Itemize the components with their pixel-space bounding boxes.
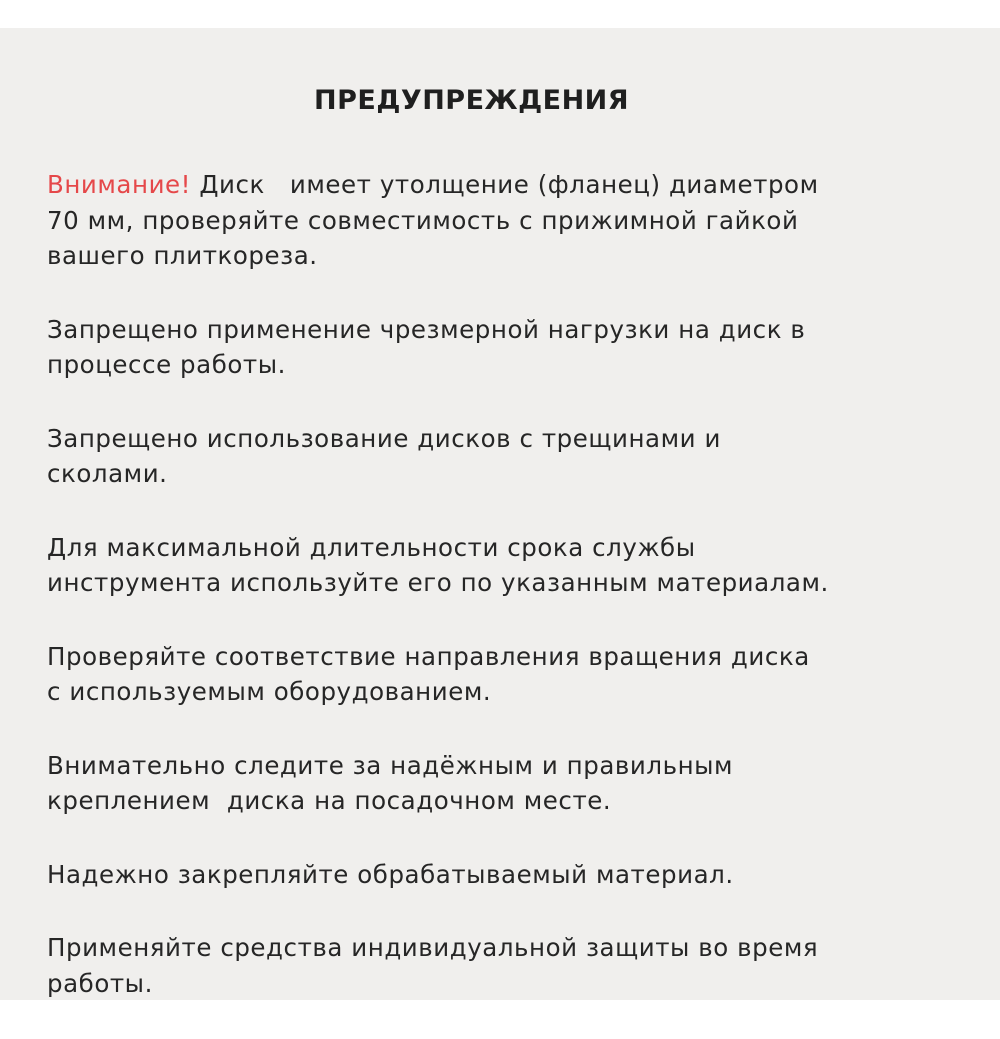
paragraph-line: процессе работы. <box>47 350 286 379</box>
paragraph-line: Надежно закрепляйте обрабатываемый материал. <box>47 859 734 889</box>
paragraph-line: Внимательно следите за надёжным и правильным <box>47 750 734 780</box>
paragraph-line <box>47 167 977 203</box>
warning-paragraph-service-life <box>47 530 977 601</box>
paragraph-line: 70 мм, проверяйте совместимость с прижимной гайкой <box>47 205 799 235</box>
paragraph-line: с используемым оборудованием. <box>47 677 492 706</box>
top-margin <box>0 0 1000 28</box>
paragraph-line: работы. <box>47 968 153 998</box>
paragraph-line-text: Диск имеет утолщение (фланец) диаметром <box>191 170 819 199</box>
warning-paragraph-fixing <box>47 857 977 893</box>
paragraph-line: вашего плиткореза. <box>47 241 318 270</box>
paragraph-line: Проверяйте соответствие направления вращения диска <box>47 641 810 671</box>
paragraph-line: Применяйте средства индивидуальной защиты во время <box>47 933 819 962</box>
warning-paragraph-mounting <box>47 748 977 819</box>
paragraph-line: сколами. <box>47 459 168 488</box>
attention-label: Внимание! <box>47 170 192 199</box>
warning-paragraph-rotation <box>47 639 977 710</box>
warning-paragraph-flange <box>47 167 977 274</box>
warning-paragraph-cracks <box>47 421 977 492</box>
paragraph-line: инструмента используйте его по указанным материалам. <box>47 568 829 597</box>
warning-paragraph-load <box>47 312 977 383</box>
page-title: ПРЕДУПРЕЖДЕНИЯ <box>314 85 630 116</box>
paragraph-line: Запрещено применение чрезмерной нагрузки на диск в <box>47 314 806 344</box>
paragraph-line: креплением диска на посадочном месте. <box>47 786 612 815</box>
warnings-content <box>47 84 977 1039</box>
paragraph-line: Запрещено использование дисков с трещинами и <box>47 423 721 453</box>
paragraph-line: Для максимальной длительности срока службы <box>47 532 696 562</box>
warning-paragraph-protection <box>47 930 977 1001</box>
